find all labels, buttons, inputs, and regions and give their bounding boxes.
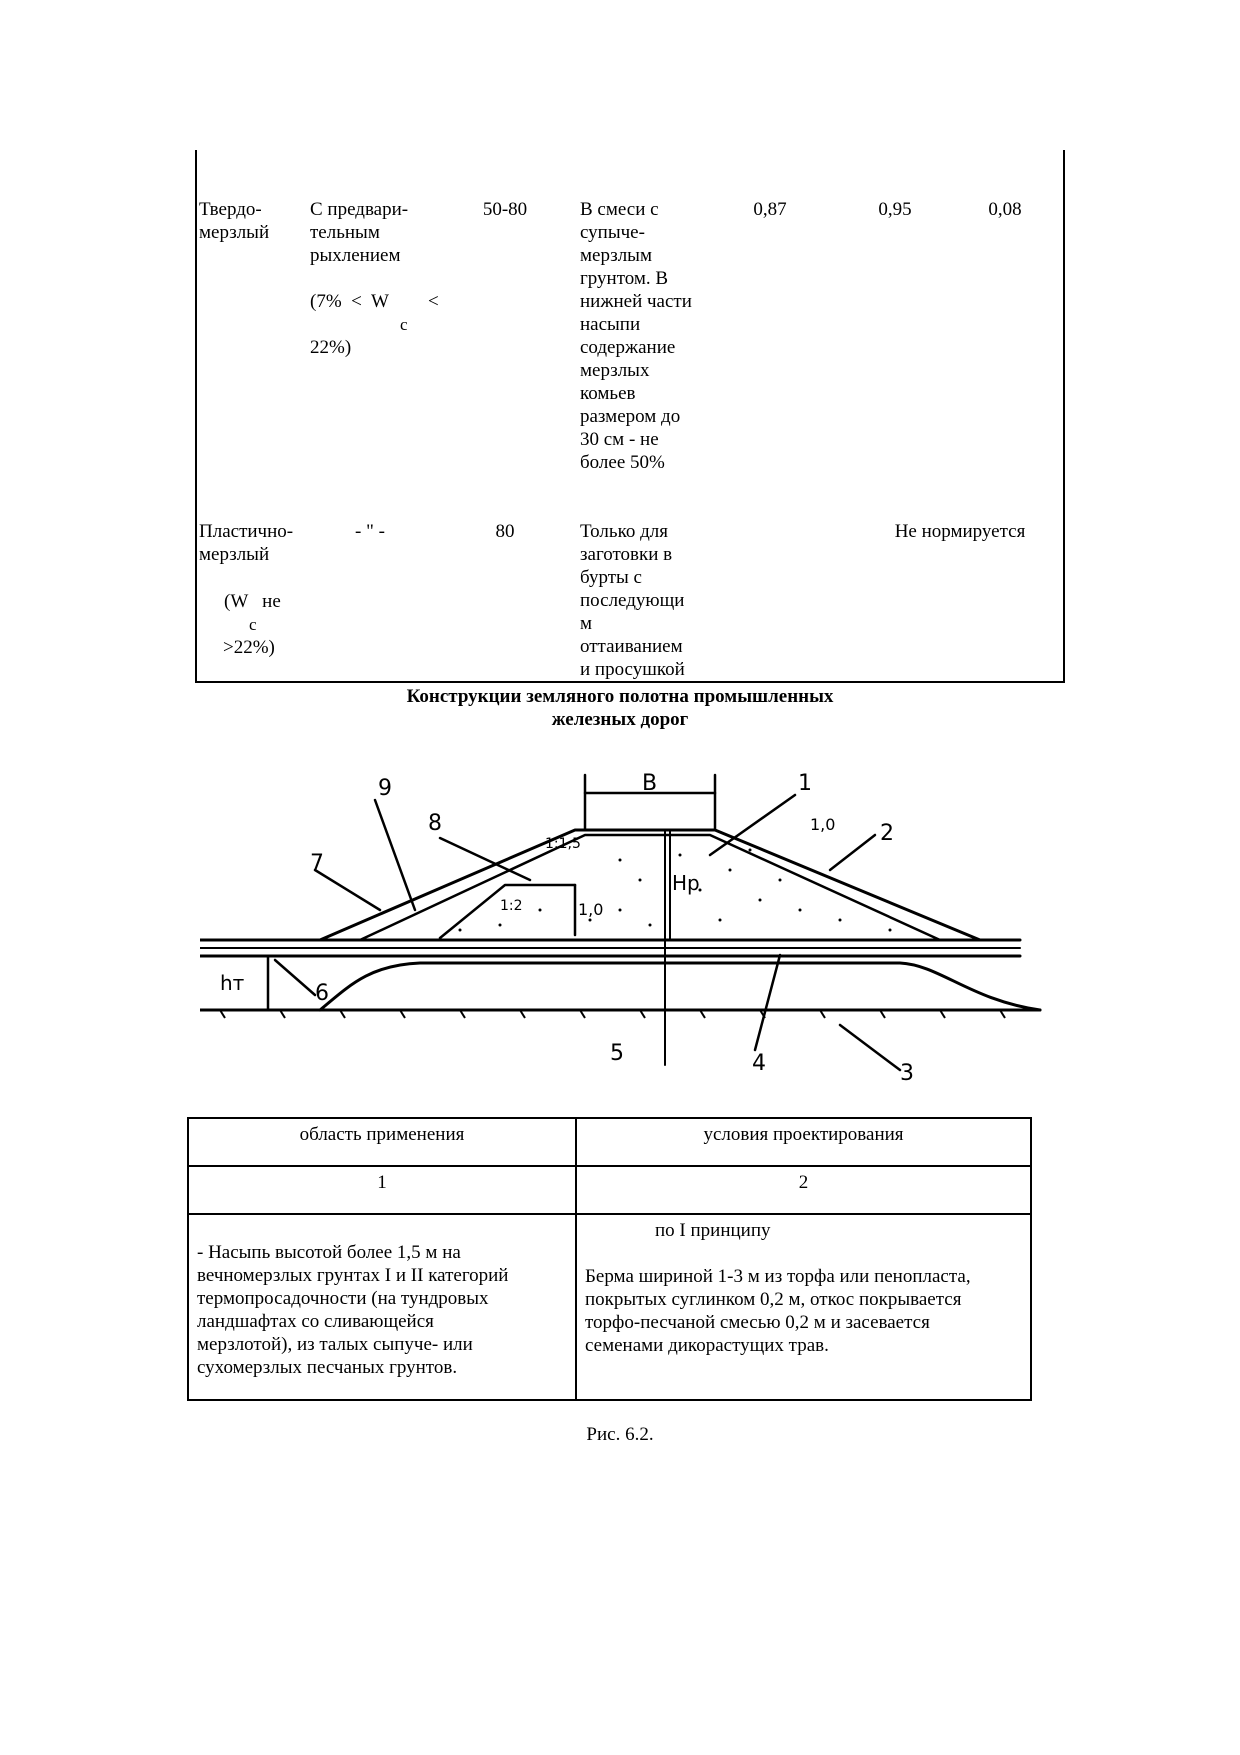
row1-notes: В смеси с супыче- мерзлым грунтом. В нижней части насыпи содержание мерзлых комьев размером до 30 см - не более 50%	[580, 199, 692, 473]
row1-method: С предвари- тельным рыхлением	[310, 199, 409, 266]
label-slope-1: 1:1,5	[545, 836, 581, 852]
row1-depth: 50-80	[482, 199, 528, 220]
label-depth-2: 1,0	[810, 815, 836, 834]
row2-soil-type: Пластично- мерзлый	[199, 521, 294, 565]
label-height: Нр	[672, 871, 700, 895]
row1-coef-c: 0,08	[988, 199, 1022, 220]
row1-coef-a: 0,87	[753, 199, 787, 220]
label-ht: hт	[220, 971, 245, 995]
header-application: область применения	[188, 1118, 576, 1166]
label-5: 5	[610, 1041, 624, 1066]
application-cell: - Насыпь высотой более 1,5 м на вечномерзлых грунтах I и II категорий термопросадочности (на тундровых ландшафтах со сливающейся мерзлотой), из талых сыпуче- или сухомерзлых песчаных грунтов.	[188, 1214, 576, 1400]
label-depth-1: 1,0	[578, 900, 604, 919]
section-title: Конструкции земляного полотна промышленных железных дорог	[406, 686, 834, 730]
row1-coef-b: 0,95	[878, 199, 912, 220]
label-7: 7	[310, 851, 324, 876]
label-3: 3	[900, 1061, 914, 1086]
label-2: 2	[880, 821, 894, 846]
principle-title: по I принципу	[655, 1220, 771, 1241]
row2-method: - " -	[355, 521, 385, 542]
label-4: 4	[752, 1051, 766, 1076]
row2-notes: Только для заготовки в бурты с последующи м оттаиванием и просушкой	[580, 521, 685, 680]
figure-caption: Рис. 6.2.	[586, 1424, 654, 1445]
row2-coef-note: Не нормируется	[894, 521, 1026, 542]
label-6: 6	[315, 981, 329, 1006]
label-8: 8	[428, 811, 442, 836]
table-right-border	[1063, 150, 1065, 682]
row2-depth: 80	[495, 521, 515, 542]
label-1: 1	[798, 771, 812, 796]
row1-soil-type: Твердо- мерзлый	[199, 199, 270, 243]
label-9: 9	[378, 776, 392, 801]
table-bottom-border	[195, 681, 1065, 683]
conditions-cell: по I принципу Берма шириной 1-3 м из торфа или пенопласта, покрытых суглинком 0,2 м, откос покрывается торфо-песчаной смесью 0,2 м и засевается семенами дикорастущих трав.	[576, 1214, 1031, 1400]
table-left-border	[195, 150, 197, 682]
embankment-figure	[200, 760, 1050, 1090]
col-number-1: 1	[188, 1166, 576, 1214]
header-conditions: условия проектирования	[576, 1118, 1031, 1166]
col-number-2: 2	[576, 1166, 1031, 1214]
row1-condition: (7% < W < c 22%)	[310, 291, 439, 358]
row2-condition: (W не c >22%)	[223, 591, 281, 658]
label-slope-2: 1:2	[500, 898, 523, 914]
design-table	[187, 1117, 1032, 1401]
label-width: В	[642, 771, 658, 796]
